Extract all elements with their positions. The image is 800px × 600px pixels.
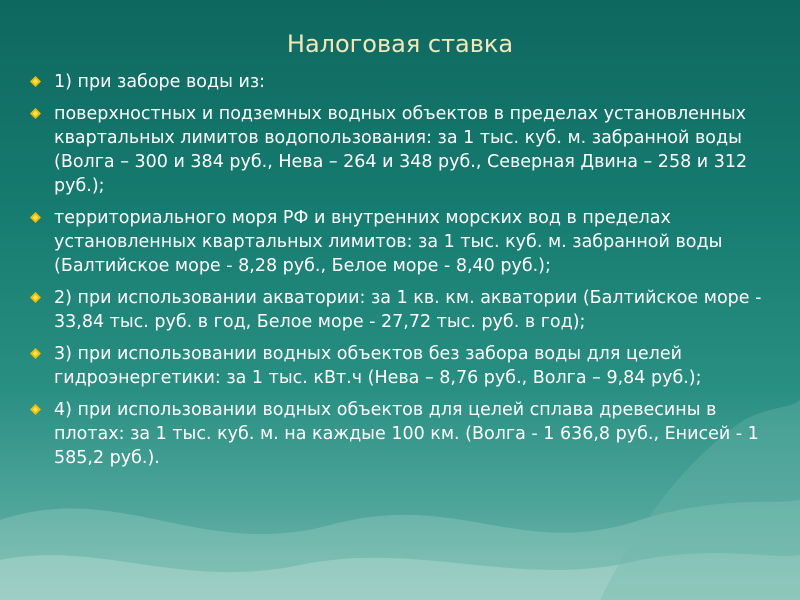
list-item-text: 1) при заборе воды из: <box>54 72 266 92</box>
list-item <box>30 286 780 334</box>
diamond-bullet-icon <box>30 292 41 303</box>
diamond-bullet-icon <box>30 404 41 415</box>
list-item-text: 4) при использовании водных объектов для целей сплава древесины в плотах: за 1 тыс. куб. м. на каждые 100 км. (Волга - 1 636,8 руб., Енисей - 1 585,2 руб.). <box>54 400 759 468</box>
diamond-bullet-icon <box>30 348 41 359</box>
diamond-bullet-icon <box>30 108 41 119</box>
list-item <box>30 206 780 278</box>
list-item-text: территориального моря РФ и внутренних морских вод в пределах установленных квартальных лимитов: за 1 тыс. куб. м. забранной воды (Балтийское море - 8,28 руб., Белое море - 8,40 руб.); <box>54 208 723 276</box>
list-item-text: 3) при использовании водных объектов без забора воды для целей гидроэнергетики: за 1 тыс. кВт.ч (Нева – 8,76 руб., Волга – 9,84 руб.); <box>54 344 702 388</box>
list-item <box>30 342 780 390</box>
list-item-text: 2) при использовании акватории: за 1 кв. км. акватории (Балтийское море - 33,84 тыс. руб. в год, Белое море - 27,72 тыс. руб. в год); <box>54 288 762 332</box>
diamond-bullet-icon <box>30 212 41 223</box>
slide-title: Налоговая ставка <box>286 30 514 58</box>
diamond-bullet-icon <box>30 76 41 87</box>
list-item <box>30 398 780 470</box>
list-item <box>30 70 780 94</box>
bullet-list <box>30 70 780 478</box>
list-item-text: поверхностных и подземных водных объектов в пределах установленных квартальных лимитов водопользования: за 1 тыс. куб. м. забранной воды (Волга – 300 и 384 руб., Нева – 264 и 348 руб., Северная Двина – 258 и 312 руб.); <box>54 104 748 196</box>
list-item <box>30 102 780 198</box>
